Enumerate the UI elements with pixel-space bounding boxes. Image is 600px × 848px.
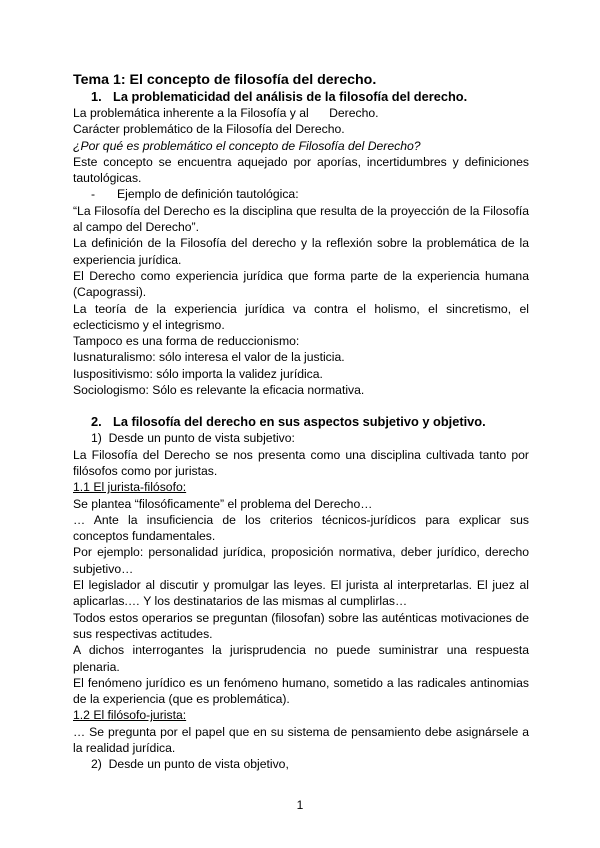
paragraph: Se plantea “filosóficamente” el problema del Derecho… — [73, 496, 373, 511]
document-page — [73, 71, 529, 773]
document-title: Tema 1: El concepto de filosofía del derecho. — [73, 72, 377, 88]
paragraph: La teoría de la experiencia jurídica va contra el holismo, el sincretismo, el eclecticismo y el integrismo. — [73, 301, 529, 332]
subsection-2-heading: 2) Desde un punto de vista objetivo, — [91, 757, 289, 772]
section-1-heading — [73, 89, 529, 105]
paragraph: “La Filosofía del Derecho es la disciplina que resulta de la proyección de la Filosofía al campo del Derecho”. — [73, 203, 529, 235]
spacer — [73, 398, 529, 414]
paragraph: Iusnaturalismo: sólo interesa el valor de la justicia. — [73, 350, 345, 365]
section-2-heading — [73, 414, 529, 430]
subsection-1-1-heading: 1.1 El jurista-filósofo: — [73, 480, 187, 495]
paragraph: La definición de la Filosofía del derecho y la reflexión sobre la problemática de la experiencia jurídica. — [73, 236, 529, 267]
paragraph: Tampoco es una forma de reduccionismo: — [73, 334, 300, 349]
page-number: 1 — [296, 798, 304, 812]
paragraph: La problemática inherente a la Filosofía y al Derecho. — [73, 106, 379, 120]
bullet-text: Ejemplo de definición tautológica: — [117, 187, 299, 202]
subsection-1-2-heading: 1.2 El filósofo-jurista: — [73, 708, 187, 723]
dash-marker: - — [91, 187, 96, 202]
paragraph: Iuspositivismo: sólo importa la validez jurídica. — [73, 366, 323, 381]
section-1-number: 1. — [91, 89, 102, 104]
question-paragraph: ¿Por qué es problemático el concepto de Filosofía del Derecho? — [73, 138, 421, 153]
paragraph: El fenómeno jurídico es un fenómeno humano, sometido a las radicales antinomias de la experiencia (que es problemática). — [73, 675, 529, 707]
paragraph: … Ante la insuficiencia de los criterios técnicos-jurídicos para explicar sus conceptos fundamentales. — [73, 512, 529, 544]
paragraph: El legislador al discutir y promulgar las leyes. El jurista al interpretarlas. El juez al aplicarlas.… Y los destinatarios de las mismas al cumplirlas… — [73, 578, 529, 609]
paragraph: Este concepto se encuentra aquejado por aporías, incertidumbres y definiciones tautológicas. — [73, 154, 529, 186]
bullet-item — [73, 186, 529, 202]
paragraph: La Filosofía del Derecho se nos presenta como una disciplina cultivada tanto por filósofos como por juristas. — [73, 447, 529, 478]
section-2-number: 2. — [91, 414, 102, 430]
section-1-heading-text: La problematicidad del análisis de la filosofía del derecho. — [113, 89, 468, 104]
section-2-heading-text: La filosofía del derecho en sus aspectos subjetivo y objetivo. — [113, 414, 486, 430]
paragraph: Todos estos operarios se preguntan (filosofan) sobre las auténticas motivaciones de sus respectivas actitudes. — [73, 610, 529, 641]
paragraph: A dichos interrogantes la jurisprudencia no puede suministrar una respuesta plenaria. — [73, 643, 529, 674]
paragraph: El Derecho como experiencia jurídica que forma parte de la experiencia humana (Capograssi). — [73, 268, 529, 300]
paragraph: … Se pregunta por el papel que en su sistema de pensamiento debe asignársele a la realidad jurídica. — [73, 724, 529, 755]
paragraph: Sociologismo: Sólo es relevante la eficacia normativa. — [73, 383, 365, 398]
paragraph: Por ejemplo: personalidad jurídica, proposición normativa, deber jurídico, derecho subjetivo… — [73, 545, 529, 576]
subsection-1-heading: 1) Desde un punto de vista subjetivo: — [91, 431, 295, 446]
paragraph: Carácter problemático de la Filosofía del Derecho. — [73, 122, 345, 137]
